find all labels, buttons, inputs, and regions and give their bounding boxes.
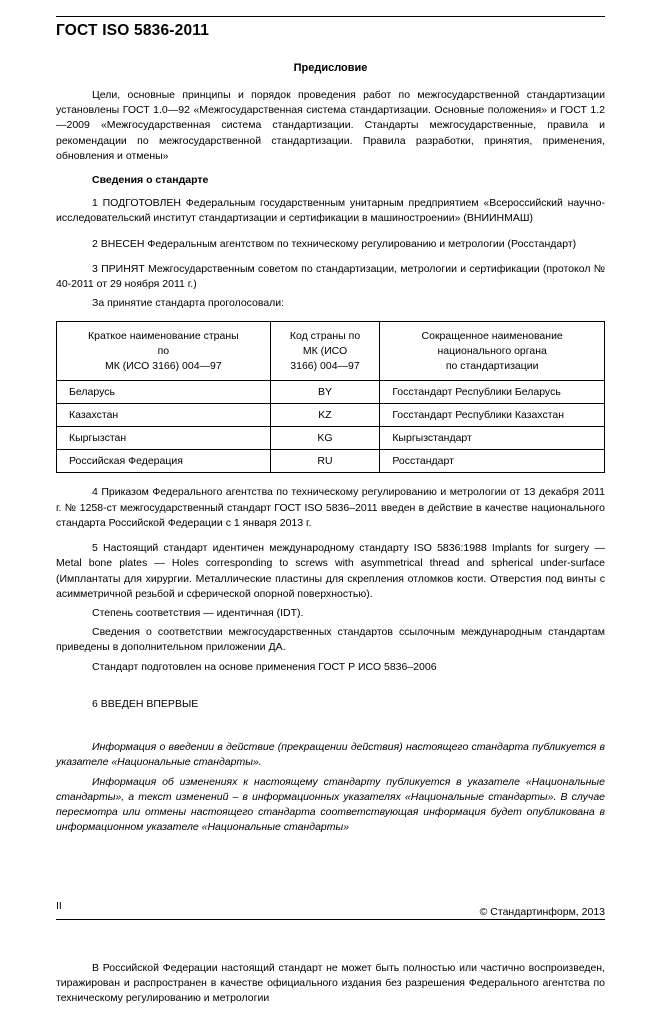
info-item-5-line-2: Сведения о соответствии межгосударственных стандартов ссылочным международным стандартам приведены в дополнительном приложении ДА. <box>56 626 605 654</box>
cell-country: Беларусь <box>57 381 271 404</box>
cell-code: KG <box>270 427 380 450</box>
info-item-2: 2 ВНЕСЕН Федеральным агентством по техническому регулированию и метрологии (Росстандарт) <box>92 237 577 250</box>
info-item-1: 1 ПОДГОТОВЛЕН Федеральным государственным унитарным предприятием «Всероссийский научно-исследовательский институт стандартизации и сертификации в машиностроении» (ВНИИНМАШ) <box>56 197 605 225</box>
header-line: национального органа <box>437 345 547 358</box>
info-item-6: 6 ВВЕДЕН ВПЕРВЫЕ <box>92 697 199 710</box>
notice-1: Информация о введении в действие (прекращении действия) настоящего стандарта публикуется в указателе «Национальные стандарты». <box>56 741 605 769</box>
info-item-3: 3 ПРИНЯТ Межгосударственным советом по стандартизации, метрологии и сертификации (протокол № 40-2011 от 29 ноября 2011 г.) <box>56 262 605 290</box>
cell-organization: Госстандарт Республики Казахстан <box>380 404 605 427</box>
table-row <box>57 404 605 427</box>
notice-2: Информация об изменениях к настоящему стандарту публикуется в указателе «Национальные стандарты», а текст изменений – в информационных указателях «Национальные стандарты». В случае пересмотра или отмены настоящего стандарта соответствующая информация будет опубликована в информационном указателе «Национальные стандарты» <box>56 775 605 834</box>
cell-organization: Кыргызстандарт <box>380 427 605 450</box>
info-item-4: 4 Приказом Федерального агентства по техническому регулированию и метрологии от 13 декабря 2011 г. № 1258-ст межгосударственный стандарт ГОСТ ISO 5836–2011 введен в действие в качестве национального стандарта Российской Федерации с 1 января 2013 г. <box>56 486 605 529</box>
table-row <box>57 450 605 473</box>
table-row <box>57 381 605 404</box>
vote-intro: За принятие стандарта проголосовали: <box>92 297 285 310</box>
copyright-line: © Стандартинформ, 2013 <box>479 906 605 919</box>
column-header-country <box>57 322 271 381</box>
header-line: МК (ИСО 3166) 004—97 <box>104 359 222 372</box>
header-line: по <box>157 345 170 358</box>
foreword-heading: Предисловие <box>293 62 368 74</box>
page-number: II <box>56 900 62 912</box>
info-item-5-line-3: Стандарт подготовлен на основе применения ГОСТ Р ИСО 5836–2006 <box>92 660 437 673</box>
cell-organization: Росстандарт <box>380 450 605 473</box>
countries-table <box>56 321 605 473</box>
top-rule <box>56 16 605 17</box>
info-heading: Сведения о стандарте <box>92 174 209 187</box>
header-line: Краткое наименование страны <box>88 330 239 343</box>
page-content <box>56 22 605 1016</box>
cell-code: BY <box>270 381 380 404</box>
column-header-organization <box>380 322 605 381</box>
info-item-5-line-1: Степень соответствия — идентичная (IDT). <box>92 607 304 619</box>
page-title: ГОСТ ISO 5836-2011 <box>56 22 210 39</box>
final-notice: В Российской Федерации настоящий стандарт не может быть полностью или частично воспроизведен, тиражирован и распространен в качестве официального издания без разрешения Федерального агентства по техническому регулированию и метрологии <box>56 961 605 1005</box>
foreword-paragraph: Цели, основные принципы и порядок проведения работ по межгосударственной стандартизации установлены ГОСТ 1.0—92 «Межгосударственная система стандартизации. Основные положения» и ГОСТ 1.2—2009 «Межгосударственная система стандартизации. Стандарты межгосударственные, правила и рекомендации по межгосударственной стандартизации. Правила разработки, принятия, применения, обновления и отмены» <box>56 89 605 162</box>
cell-organization: Госстандарт Республики Беларусь <box>380 381 605 404</box>
cell-country: Российская Федерация <box>57 450 271 473</box>
header-line: по стандартизации <box>445 359 539 372</box>
header-line: 3166) 004—97 <box>290 359 360 372</box>
cell-country: Казахстан <box>57 404 271 427</box>
column-header-code <box>270 322 380 381</box>
header-line: Код страны по <box>289 330 361 343</box>
table-row <box>57 427 605 450</box>
header-line: МК (ИСО <box>302 345 348 358</box>
table-header-row <box>57 322 605 381</box>
cell-code: RU <box>270 450 380 473</box>
info-item-5: 5 Настоящий стандарт идентичен международному стандарту ISO 5836:1988 Implants for surgery — Metal bone plates — Holes corresponding to screws with asymmetrical thread and spherical under-surface (Имплантаты для хирургии. Металлические пластины для скрепления отломков кости. Отверстия под винты с асимметричной резьбой и сферической опорной поверхностью). <box>56 542 605 600</box>
cell-code: KZ <box>270 404 380 427</box>
header-line: Сокращенное наименование <box>421 330 563 343</box>
bottom-rule <box>56 919 605 920</box>
cell-country: Кыргызстан <box>57 427 271 450</box>
